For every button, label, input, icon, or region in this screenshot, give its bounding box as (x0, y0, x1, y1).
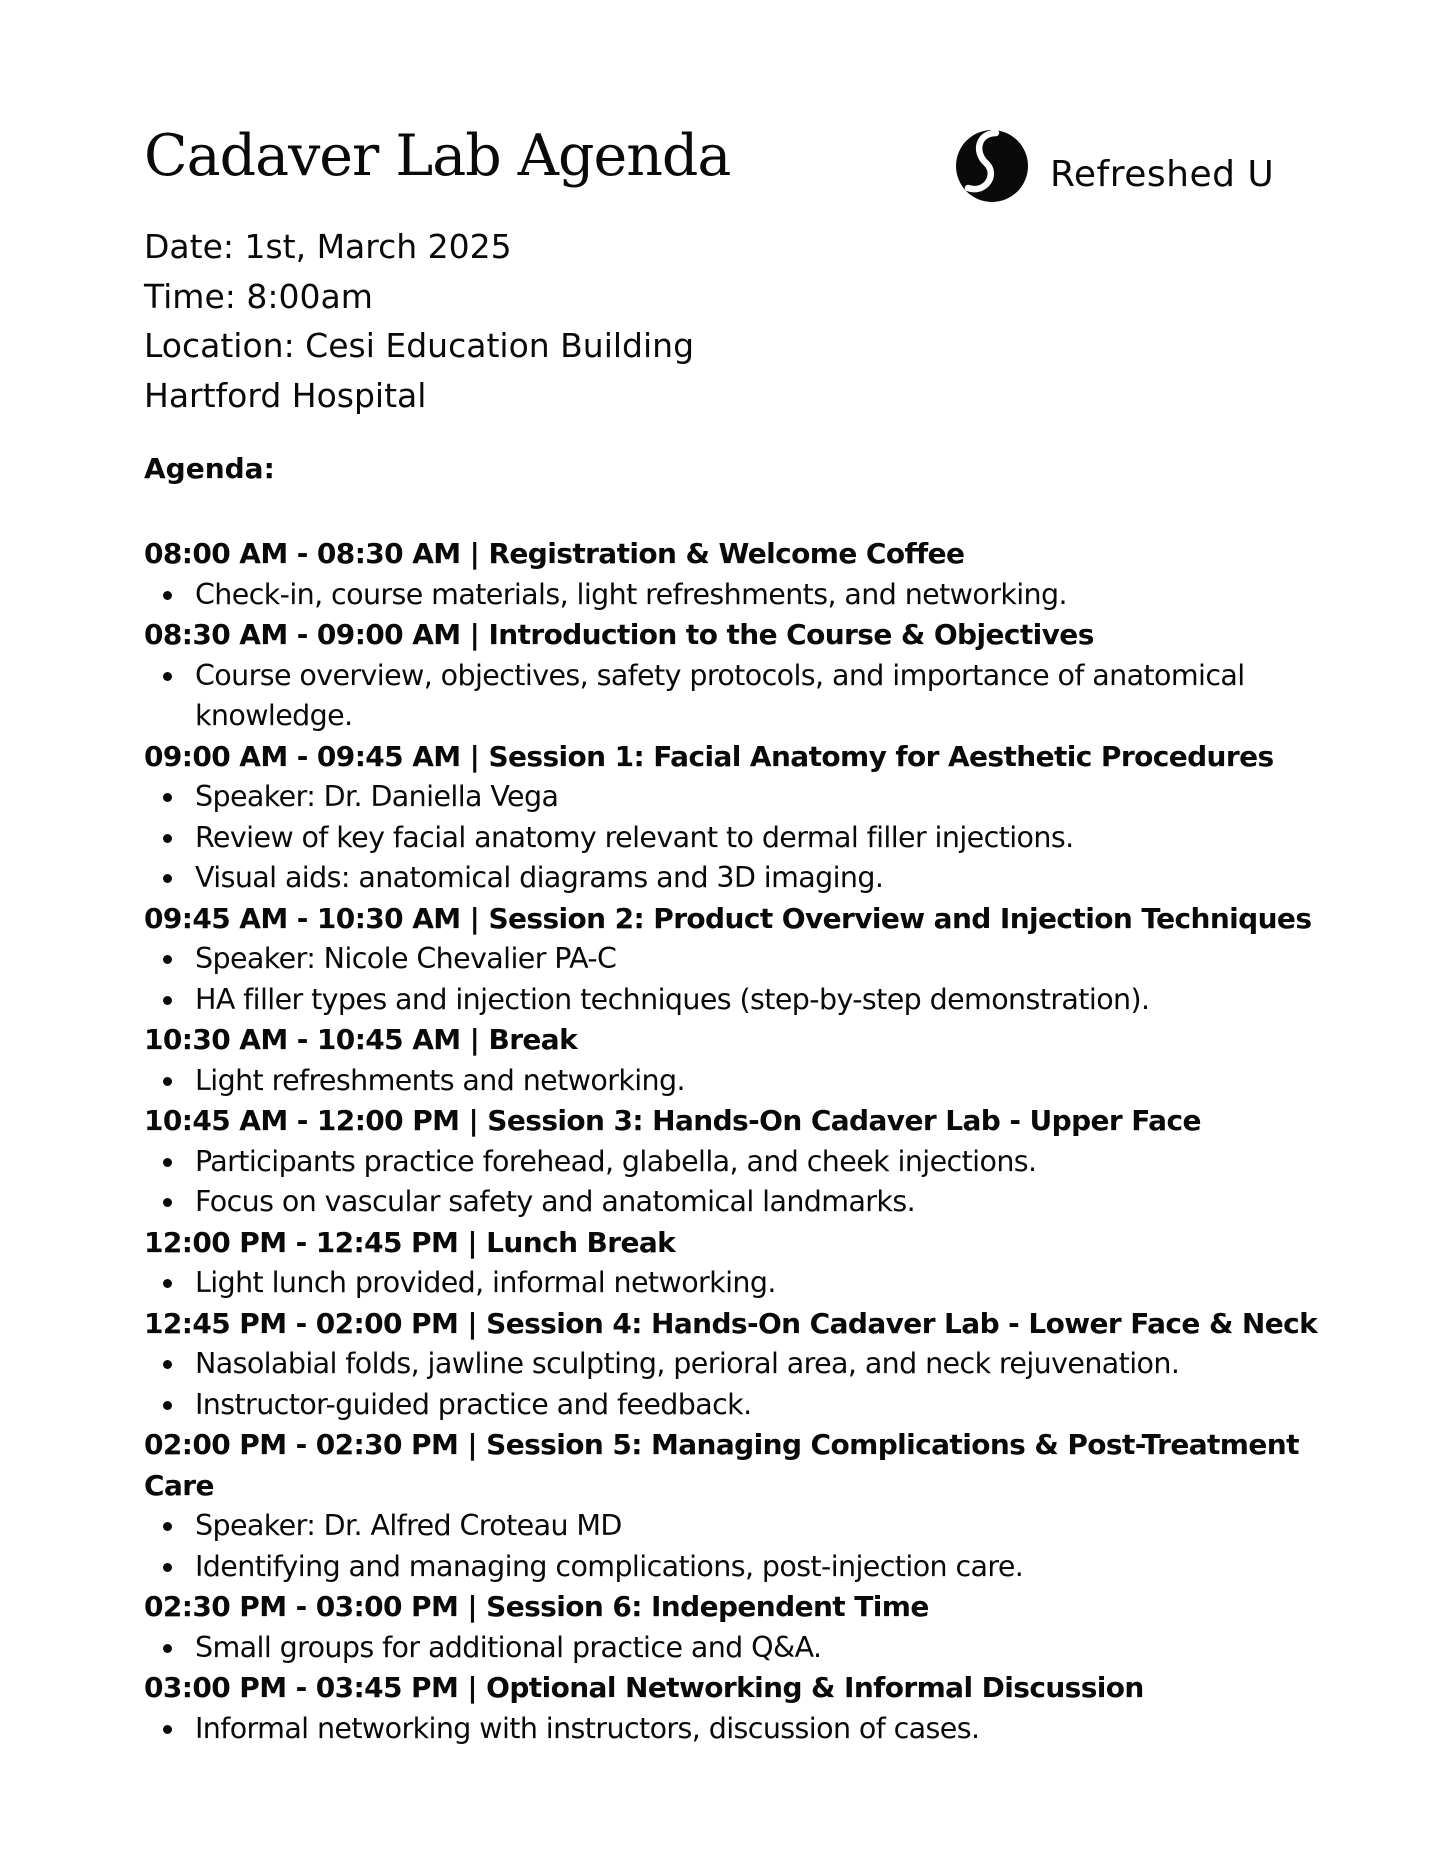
session-bullet-list (144, 575, 1359, 616)
session-bullet-list (144, 1263, 1359, 1304)
bullet-dot-icon (163, 672, 172, 681)
session-bullet (195, 980, 1359, 1021)
session-bullet (195, 1506, 1359, 1547)
session-bullet-text: HA filler types and injection techniques (step-by-step demonstration). (195, 982, 1150, 1016)
bullet-dot-icon (163, 1198, 172, 1207)
session-title: 02:00 PM - 02:30 PM | Session 5: Managing Complications & Post-Treatment Care (144, 1428, 1299, 1502)
brand (956, 130, 1274, 202)
session-title: 12:00 PM - 12:45 PM | Lunch Break (144, 1225, 676, 1259)
session-bullet-list (144, 777, 1359, 899)
session-bullet-text: Speaker: Dr. Daniella Vega (195, 780, 559, 813)
bullet-dot-icon (163, 1563, 172, 1572)
session-bullet-text: Review of key facial anatomy relevant to dermal filler injections. (195, 820, 1074, 854)
event-location-line2: Hartford Hospital (144, 375, 427, 415)
bullet-dot-icon (163, 1644, 172, 1653)
session-bullet-text: Participants practice forehead, glabella, and cheek injections. (195, 1144, 1037, 1178)
session-bullet-list (144, 939, 1359, 1020)
agenda-session (144, 1020, 1359, 1101)
session-bullet (195, 1182, 1359, 1223)
session-bullet (195, 818, 1359, 859)
session-bullet-text: Speaker: Nicole Chevalier PA-C (195, 942, 617, 975)
session-title: 02:30 PM - 03:00 PM | Session 6: Independent Time (144, 1590, 929, 1623)
session-bullet-text: Focus on vascular safety and anatomical landmarks. (195, 1185, 916, 1218)
session-title: 10:45 AM - 12:00 PM | Session 3: Hands-On Cadaver Lab - Upper Face (144, 1104, 1201, 1137)
session-bullet-text: Light lunch provided, informal networking. (195, 1266, 776, 1299)
session-title: 10:30 AM - 10:45 AM | Break (144, 1023, 578, 1056)
session-bullet (195, 858, 1359, 899)
bullet-dot-icon (163, 591, 172, 600)
agenda-session (144, 1101, 1359, 1223)
event-info (144, 222, 694, 420)
session-bullet-text: Course overview, objectives, safety protocols, and importance of anatomical knowledge. (195, 658, 1245, 732)
session-title: 08:30 AM - 09:00 AM | Introduction to the Course & Objectives (144, 618, 1094, 651)
session-bullet-list (144, 1628, 1359, 1669)
session-bullet-text: Instructor-guided practice and feedback. (195, 1387, 752, 1421)
bullet-dot-icon (163, 1360, 172, 1369)
event-location: Location: Cesi Education Building (144, 326, 695, 365)
agenda-schedule (144, 534, 1359, 1749)
session-bullet-list (144, 1506, 1359, 1587)
session-bullet-text: Visual aids: anatomical diagrams and 3D imaging. (195, 861, 884, 894)
session-bullet-text: Check-in, course materials, light refreshments, and networking. (195, 577, 1067, 611)
s-monogram-logo-icon (956, 130, 1028, 202)
agenda-session (144, 899, 1359, 1021)
agenda-session (144, 1425, 1359, 1587)
agenda-heading: Agenda: (144, 452, 275, 485)
agenda-session (144, 1223, 1359, 1304)
bullet-dot-icon (163, 834, 172, 843)
bullet-dot-icon (163, 996, 172, 1005)
agenda-session (144, 1668, 1359, 1749)
session-bullet (195, 575, 1359, 616)
session-bullet-text: Small groups for additional practice and Q&A. (195, 1630, 822, 1664)
session-title: 09:45 AM - 10:30 AM | Session 2: Product Overview and Injection Techniques (144, 901, 1312, 935)
session-bullet-text: Identifying and managing complications, post-injection care. (195, 1549, 1024, 1583)
bullet-dot-icon (163, 955, 172, 964)
session-bullet-text: Nasolabial folds, jawline sculpting, perioral area, and neck rejuvenation. (195, 1347, 1180, 1380)
session-bullet (195, 1628, 1359, 1669)
bullet-dot-icon (163, 874, 172, 883)
brand-name: Refreshed U (1050, 153, 1275, 195)
bullet-dot-icon (163, 1401, 172, 1410)
event-time: Time: 8:00am (144, 276, 373, 316)
event-date: Date: 1st, March 2025 (144, 227, 512, 266)
session-bullet (195, 656, 1359, 737)
agenda-session (144, 1304, 1359, 1426)
session-bullet (195, 1385, 1359, 1426)
session-bullet-list (144, 1061, 1359, 1102)
session-bullet (195, 1709, 1359, 1750)
session-title: 08:00 AM - 08:30 AM | Registration & Welcome Coffee (144, 537, 965, 570)
session-bullet (195, 939, 1359, 980)
bullet-dot-icon (163, 1158, 172, 1167)
agenda-session (144, 1587, 1359, 1668)
page-title: Cadaver Lab Agenda (144, 123, 731, 189)
session-bullet-text: Light refreshments and networking. (195, 1063, 685, 1097)
session-bullet-list (144, 1344, 1359, 1425)
agenda-session (144, 615, 1359, 737)
bullet-dot-icon (163, 1725, 172, 1734)
session-bullet-text: Speaker: Dr. Alfred Croteau MD (195, 1509, 622, 1542)
session-bullet (195, 1344, 1359, 1385)
session-bullet-list (144, 1709, 1359, 1750)
session-bullet-list (144, 656, 1359, 737)
bullet-dot-icon (163, 1077, 172, 1086)
session-bullet (195, 1547, 1359, 1588)
session-title: 09:00 AM - 09:45 AM | Session 1: Facial Anatomy for Aesthetic Procedures (144, 739, 1274, 773)
agenda-session (144, 534, 1359, 615)
session-title: 12:45 PM - 02:00 PM | Session 4: Hands-On Cadaver Lab - Lower Face & Neck (144, 1306, 1318, 1340)
session-bullet (195, 777, 1359, 818)
session-bullet (195, 1263, 1359, 1304)
bullet-dot-icon (163, 1279, 172, 1288)
session-bullet (195, 1142, 1359, 1183)
session-bullet (195, 1061, 1359, 1102)
session-bullet-list (144, 1142, 1359, 1223)
bullet-dot-icon (163, 1522, 172, 1531)
session-title: 03:00 PM - 03:45 PM | Optional Networking & Informal Discussion (144, 1671, 1144, 1704)
bullet-dot-icon (163, 793, 172, 802)
agenda-session (144, 737, 1359, 899)
session-bullet-text: Informal networking with instructors, discussion of cases. (195, 1711, 980, 1745)
